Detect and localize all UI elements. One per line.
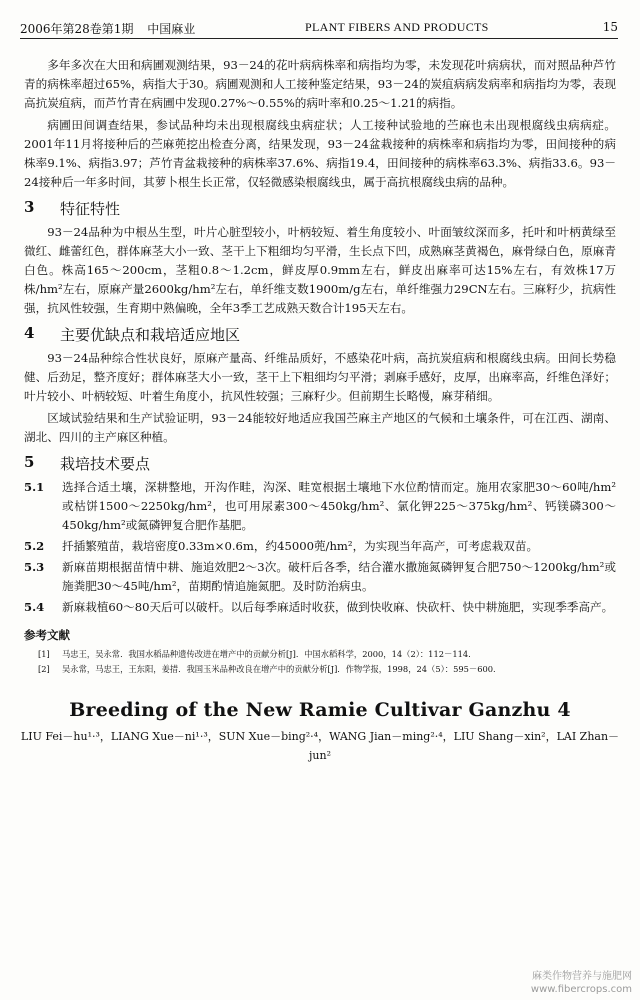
section-title: 特征特性 bbox=[60, 200, 121, 218]
subsection-number: 5.4 bbox=[24, 600, 45, 614]
paragraph: 病圃田间调查结果，参试品种均未出现根腐线虫病症状；人工接种试验地的苎麻也未出现根腐线虫病病症。2001年11月将接种后的苎麻蔸挖出检查分离，结果发现，93－24盆栽接种的病株率和病指均为零，田间接种的病株率9.1%、病指3.97；芦竹青盆栽接种的病株率37.6%、病指19.4，田间接种的病株率63.3%、病指33.6。93－24接种后一年多时间，其萝卜根生长正常，仅轻微感染根腐线虫，属于高抗根腐线虫病的品种。 bbox=[24, 118, 616, 189]
subsection bbox=[24, 558, 616, 596]
reference-number: [2] bbox=[38, 664, 50, 674]
section-heading-5 bbox=[24, 453, 616, 474]
reference-item bbox=[38, 662, 616, 677]
paragraph: 93－24品种为中根丛生型，叶片心脏型较小，叶柄较短、着生角度较小、叶面皱纹深而多，托叶和叶柄黄绿至微红、雌蕾红色，群体麻茎大小一致、茎干上下粗细均匀平滑，生长点下凹，成熟麻茎黄褐色，麻骨绿白色，原麻青白色。株高165～200cm，茎粗0.8～1.2cm，鲜皮厚0.9mm左右，鲜皮出麻率可达15%左右，有效株17万株/hm²左右，原麻产量2600kg/hm²左右，单纤维支数1900m/g左右，单纤维强力29CN左右。三麻籽少，抗病性强，抗风性较强，生育期中熟偏晚，全年3季工艺成熟天数合计195天左右。 bbox=[24, 225, 616, 315]
reference-item bbox=[38, 647, 616, 662]
journal-name-cn: 中国麻业 bbox=[147, 22, 196, 36]
subsection-number: 5.2 bbox=[24, 539, 45, 553]
english-title: Breeding of the New Ramie Cultivar Ganzhu 4 bbox=[69, 699, 571, 721]
subsection-text: 扦插繁殖苗，栽培密度0.33m×0.6m，约45000蔸/hm²，为实现当年高产，可考虑栽双苗。 bbox=[62, 539, 539, 553]
reference-number: [1] bbox=[38, 649, 50, 659]
journal-name-en: PLANT FIBERS AND PRODUCTS bbox=[305, 20, 489, 34]
page-number: 15 bbox=[602, 20, 618, 34]
section-number: 5 bbox=[24, 453, 35, 471]
subsection-number: 5.3 bbox=[24, 560, 45, 574]
subsection bbox=[24, 598, 616, 617]
section-number: 3 bbox=[24, 198, 35, 216]
section-number: 4 bbox=[24, 324, 35, 342]
section-heading-3 bbox=[24, 198, 616, 219]
section-heading-4 bbox=[24, 324, 616, 345]
subsection bbox=[24, 537, 616, 556]
paragraph: 区域试验结果和生产试验证明，93－24能较好地适应我国苎麻主产地区的气候和土壤条件，可在江西、湖南、湖北、四川的主产麻区种植。 bbox=[24, 411, 616, 444]
section-title: 栽培技术要点 bbox=[60, 455, 151, 473]
subsection-text: 新麻苗期根据苗情中耕、施追效肥2～3次。破杆后各季，结合灌水撒施氮磷钾复合肥750～1200kg/hm²或施粪肥30～45吨/hm²，苗期酌情追施氮肥。及时防治病虫。 bbox=[62, 560, 616, 593]
journal-issue bbox=[20, 20, 205, 37]
watermark-line: 麻类作物营养与施肥网 bbox=[532, 971, 632, 982]
subsection-number: 5.1 bbox=[24, 480, 45, 494]
reference-text: 吴永常，马忠王，王东阳，姜措．我国玉米品种改良在增产中的贡献分析[J]．作物学报，1998，24（5）：595－600. bbox=[62, 664, 496, 674]
paragraph: 93－24品种综合性状良好，原麻产量高、纤维品质好，不感染花叶病，高抗炭疽病和根腐线虫病。田间长势稳健、后劲足，整齐度好；群体麻茎大小一致，茎干上下粗细均匀平滑；剥麻手感好，皮厚，出麻率高，纤维色泽好；叶片较小、叶柄较短、叶着生角度小，抗风性较强；三麻籽少。但前期生长略慢，麻芽稍细。 bbox=[24, 351, 616, 403]
issue-info: 2006年第28卷第1期 bbox=[20, 22, 134, 36]
article-body bbox=[20, 56, 620, 765]
paragraph: 多年多次在大田和病圃观测结果，93－24的花叶病病株率和病指均为零，未发现花叶病病状，而对照品种芦竹青的病株率超过65%，病指大于30。病圃观测和人工接种鉴定结果，93－24的炭疽病病发病率和病指均为零，表现高抗炭疽病，而芦竹青在病圃中发现0.27%～0.55%的病叶率和0.25～1.21的病指。 bbox=[24, 58, 616, 110]
section-title: 主要优缺点和栽培适应地区 bbox=[60, 326, 241, 344]
author-list: LIU Fei－hu¹·³，LIANG Xue－ni¹·³，SUN Xue－bing²·⁴，WANG Jian－ming²·⁴，LIU Shang－xin²，LAI Zhan－jun² bbox=[20, 730, 620, 762]
watermark-url: www.fibercrops.com bbox=[530, 984, 632, 995]
watermark bbox=[531, 970, 632, 996]
references-heading: 参考文献 bbox=[24, 628, 70, 642]
reference-text: 马忠王，吴永常．我国水稻品种遗传改进在增产中的贡献分析[J]．中国水稻科学，2000，14（2）：112－114. bbox=[62, 649, 471, 659]
subsection bbox=[24, 478, 616, 535]
subsection-text: 新麻栽植60～80天后可以破杆。以后每季麻适时收获，做到快收麻、快砍杆、快中耕施肥，实现季季高产。 bbox=[62, 600, 614, 614]
running-header bbox=[20, 18, 618, 39]
subsection-text: 选择合适土壤，深耕整地，开沟作畦，沟深、畦宽根据土壤地下水位酌情而定。施用农家肥30～60吨/hm²或枯饼1500～2250kg/hm²，也可用尿素300～450kg/hm²、氯化钾225～375kg/hm²、钙镁磷300～450kg/hm²或氮磷钾复合肥作基肥。 bbox=[62, 480, 616, 532]
